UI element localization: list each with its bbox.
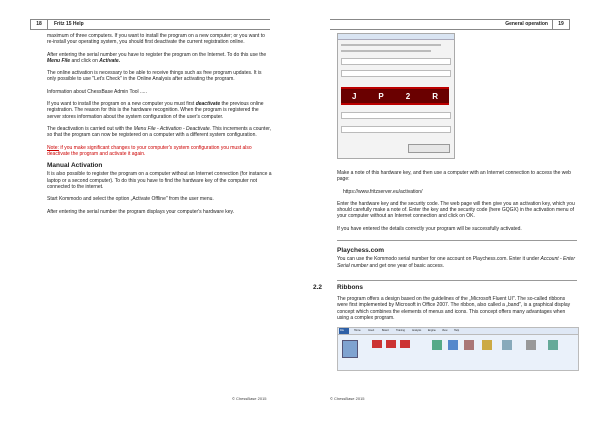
paragraph: Enter the hardware key and the security code. The web page will then give you an activation key, which you should carefully make a note of. Enter the key and the security code (here GQGX) in the activation menu of your computer without an Internet connection and click on OK.: [337, 200, 575, 220]
page-number: 19: [552, 20, 570, 29]
header-title: General operation: [505, 21, 548, 27]
right-body-top: [337, 170, 577, 238]
paragraph: After entering the serial number you have to register the program on the Internet. To do this use the Menu File and click on Activate.: [47, 51, 267, 64]
ribbon-tab-home: Home: [354, 329, 361, 332]
section-number: 2.2: [313, 284, 323, 291]
paragraph: The online activation is necessary to be able to receive things such as free program updates. It is only possible to use "Let's Check" in the Online Analysis after activating the program.: [47, 70, 262, 83]
activation-url: https://www.fritzserver.eu/activation/: [343, 188, 423, 195]
right-header: [330, 19, 570, 30]
paragraph: If you want to install the program on a new computer you must first deactivate the previous online registration. The reason for this is the hardware recognition. When the program is registered the server stores information about the system configuration of the user's computer.: [47, 101, 264, 120]
ribbon-tab-file: File: [340, 329, 345, 332]
ribbons-heading: Ribbons: [337, 284, 363, 291]
dialog-field: [341, 112, 451, 119]
page-number: 18: [30, 20, 48, 29]
paragraph: After entering the serial number the program displays your computer's hardware key.: [47, 208, 235, 215]
ribbon-tab-analysis: Analysis: [412, 329, 422, 332]
ribbon-tab-insert: Insert: [368, 329, 375, 332]
ribbon-button-icon: [400, 340, 410, 348]
playchess-heading: Playchess.com: [337, 247, 384, 254]
paragraph: Information about ChessBase Admin Tool .....: [47, 88, 147, 95]
paragraph: You can use the Kommodo serial number for one account on Playchess.com. Enter it under Account - Enter Serial number and get one year of basic access.: [337, 256, 576, 269]
ribbon-button-icon: [448, 340, 458, 350]
security-code-captcha: J P 2 R: [341, 87, 449, 105]
ribbon-tab-engine: Engine: [428, 329, 436, 332]
ribbon-tab-board: Board: [382, 329, 389, 332]
ribbon-button-icon: [482, 340, 492, 350]
right-footer: © ChessBase 2015: [330, 396, 365, 401]
ribbon-button-icon: [432, 340, 442, 350]
dialog-field: [341, 58, 451, 65]
ribbon-screenshot: [337, 327, 579, 371]
activation-dialog-screenshot: [337, 33, 455, 159]
ribbon-tab-help: Help: [454, 329, 460, 332]
dialog-button: [408, 144, 450, 153]
divider: [337, 240, 577, 241]
paragraph: The deactivation is carried out with the Menu File - Activation - Deactivate. This increments a counter, so that the program can now be registered on a computer with a different system configuration.: [47, 125, 271, 139]
paragraph: Start Kommodo and select the option „Activate Offline" from the user menu.: [47, 196, 214, 203]
paragraph: maximum of three computers. If you want to install the program on a new computer; or you want to re-install your operating system, you should first deactivate the current registration online.: [47, 33, 265, 46]
ribbon-button-icon: [342, 340, 358, 358]
ribbon-button-icon: [526, 340, 536, 350]
dialog-field: [341, 70, 451, 77]
note-paragraph: Note: if you make significant changes to your computer's system configuration you must also deactivate the program and activate it again.: [47, 144, 252, 157]
divider: [337, 280, 577, 281]
ribbon-button-icon: [548, 340, 558, 350]
header-title: Fritz 15 Help: [54, 21, 84, 27]
ribbon-button-icon: [372, 340, 382, 348]
ribbon-tab-view: View: [442, 329, 448, 332]
paragraph: It is also possible to register the program on a computer without an Internet connection (for instance a laptop or a second computer). To do this you have to find the hardware key of the computer not connected to the internet.: [47, 171, 272, 191]
paragraph: If you have entered the details correctly your program will be successfully activated.: [337, 225, 522, 232]
ribbon-button-icon: [464, 340, 474, 350]
paragraph: The program offers a design based on the guidelines of the „Microsoft Fluent UI". The so-called ribbons were first implemented by Microsoft in Office 2007. The ribbon, also called a „band", is a graphical display concept which combines the elements of menus and icons. This concept offers many advantages when using a complex program.: [337, 296, 571, 321]
left-footer: © ChessBase 2015: [232, 396, 267, 401]
right-body-ribbons: [337, 296, 577, 327]
paragraph: Make a note of this hardware key, and then use a computer with an Internet connection to access the web page:: [337, 170, 571, 183]
right-body-playchess: [337, 248, 577, 275]
dialog-titlebar: [338, 34, 454, 40]
ribbon-button-icon: [502, 340, 512, 350]
dialog-field: [341, 126, 451, 133]
ribbon-icons: [342, 338, 574, 364]
ribbon-button-icon: [386, 340, 396, 348]
manual-activation-heading: Manual Activation: [47, 162, 103, 170]
ribbon-tab-training: Training: [396, 329, 405, 332]
